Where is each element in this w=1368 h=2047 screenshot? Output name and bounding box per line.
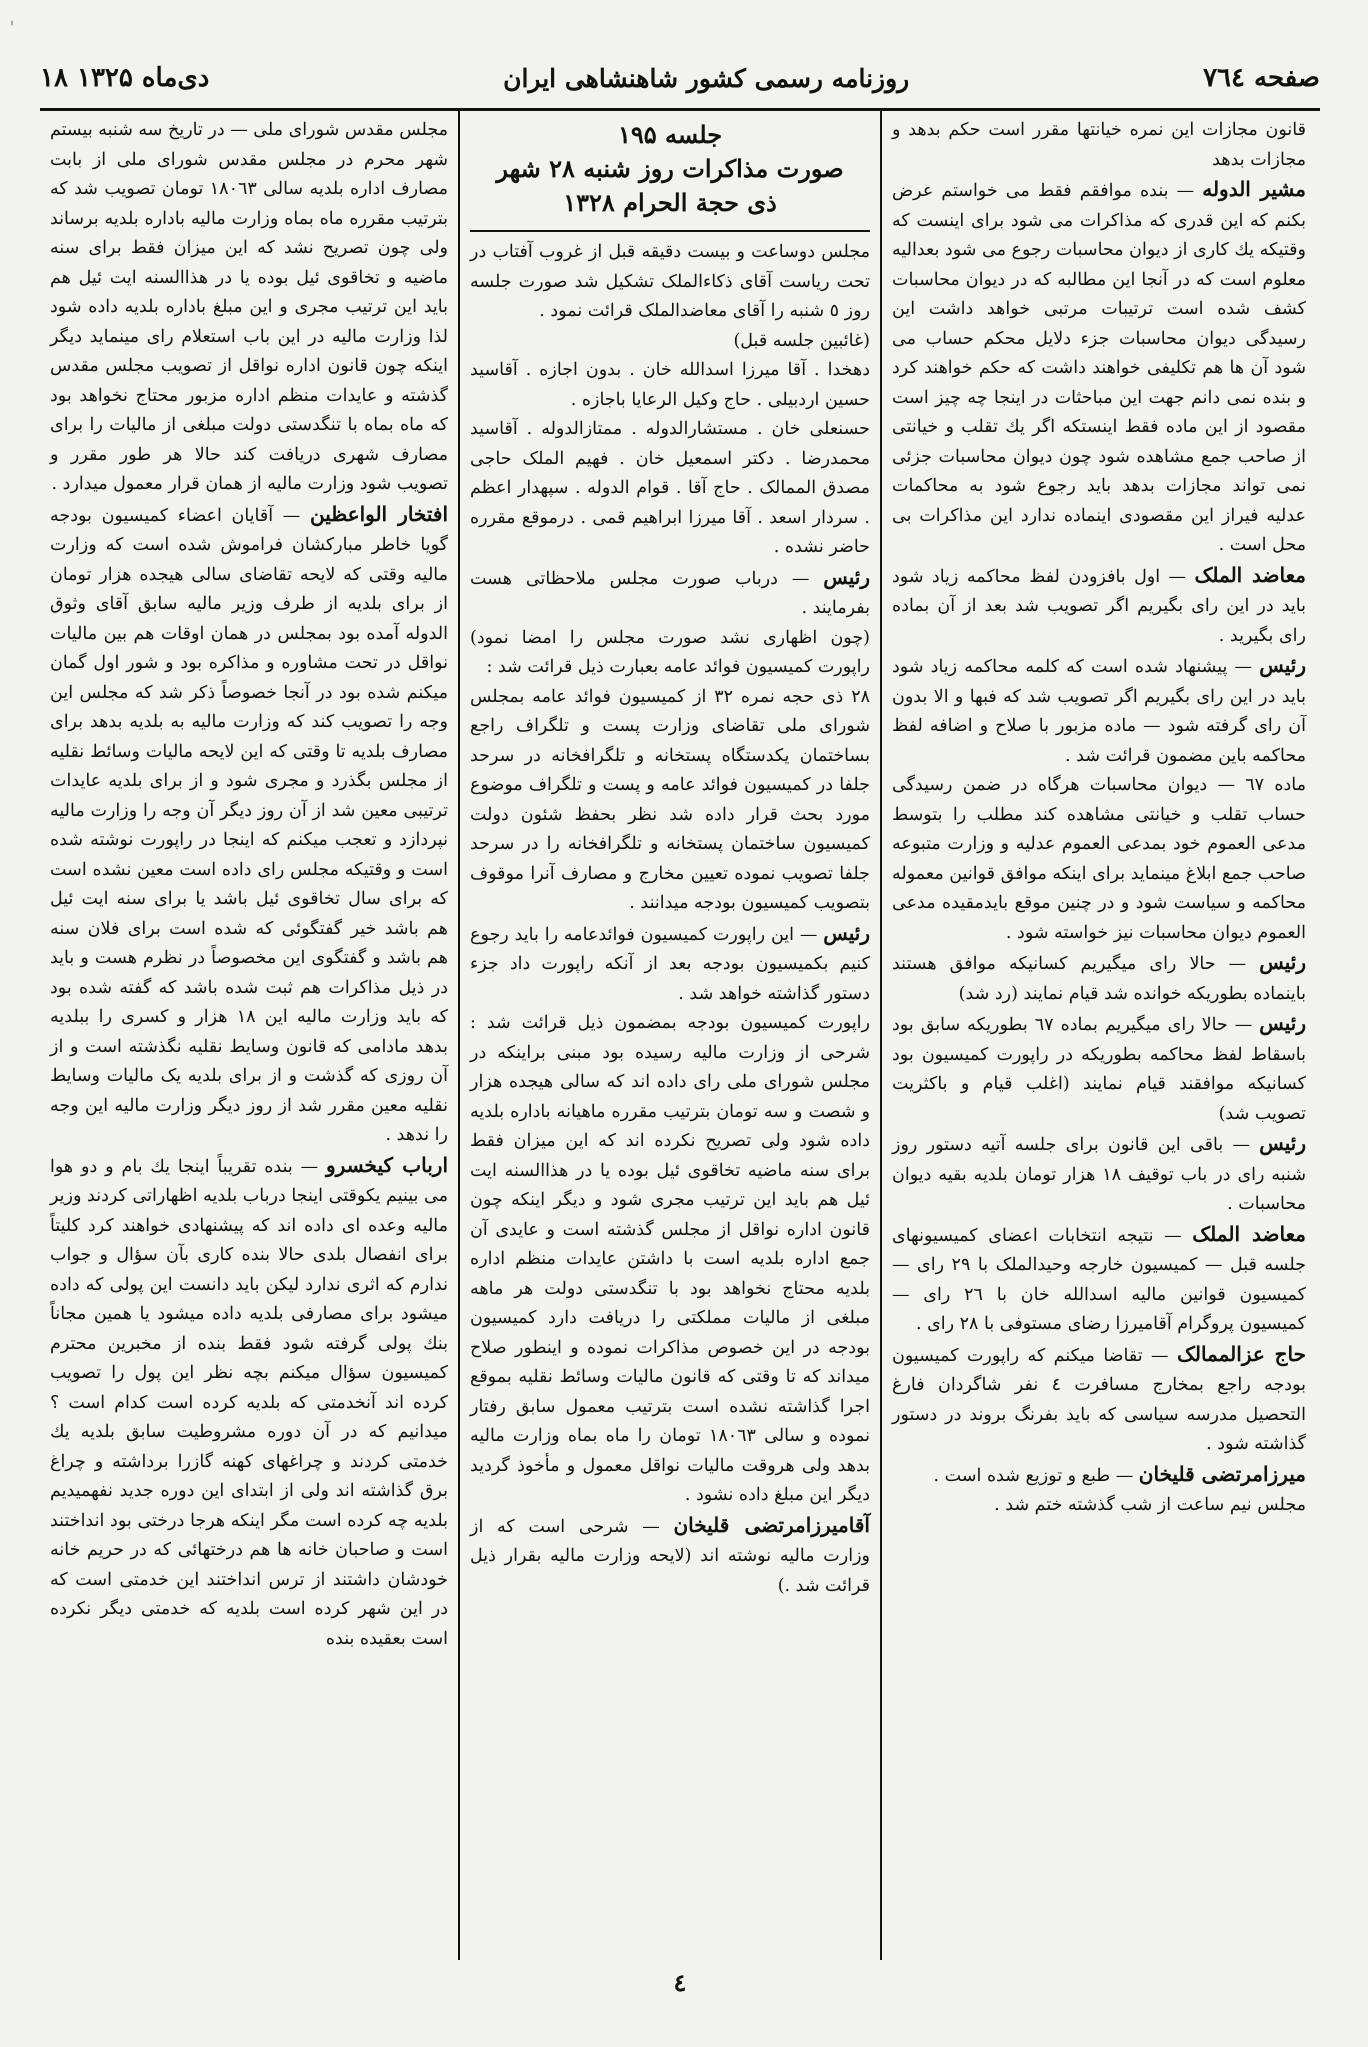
- session-heading-line: ذی حجة الحرام ۱۳۲۸: [563, 188, 777, 217]
- paragraph-text: مجلس دوساعت و بیست دقیقه قبل از غروب آفتاب در تحت ریاست آقای ذکاءالملک تشکیل شد صورت جلسه روز ٥ شنبه را آقای معاضدالملک قرائت نمود .: [470, 242, 870, 321]
- paragraph-text: (غائبین جلسه قبل): [733, 330, 870, 351]
- footer-page-number: ٤: [673, 1968, 687, 1997]
- speaker-name: میرزامرتضی قلیخان: [1138, 1461, 1306, 1486]
- speaker-name: رئیس: [1259, 950, 1306, 974]
- session-heading-line: جلسه ۱۹۵: [617, 120, 723, 149]
- paragraph-text: — شرحی است که از وزارت مالیه نوشته اند (لایحه وزارت مالیه بقرار ذیل قرائت شد .): [470, 1516, 870, 1596]
- speaker-name: رئیس: [823, 564, 870, 589]
- header-date: ۱۸ دی‌ماه ۱۳۲۵: [40, 63, 210, 93]
- session-heading: [470, 118, 870, 220]
- paragraph-text: ۲۸ ذی حجه نمره ۳۲ از کمیسیون فوائد عامه بمجلس شورای ملی تقاضای وزارت پست و تلگراف راجع بساختمان یکدستگاه پستخانه و تلگرافخانه در سرحد جلفا در کمیسیون فوائد عامه و پست و تلگراف موضوع مورد بحث قرار داده شد نظر بحفظ شئون دولت کمیسیون ساختمان پستخانه و تلگرافخانه را در سرحد جلفا تصویب نموده تعیین مخارج و مصارف آنرا موقوف بتصویب کمیسیون بودجه میدانند .: [470, 686, 870, 913]
- left-column: [40, 110, 460, 1960]
- right-column: [882, 110, 1316, 1960]
- paragraph: [470, 1009, 870, 1511]
- paragraph-text: دهخدا . آقا میرزا اسدالله خان . بدون اجازه . آقاسید حسین اردبیلی . حاج وکیل الرعایا باجازه .: [470, 360, 870, 410]
- paragraph-text: — آقایان اعضاء کمیسیون بودجه گویا خاطر مبارکشان فراموش شده است که وزارت مالیه وقتی که لایحه تقاضای سالی هیجده هزار تومان از برای بلدیه از طرف وزیر مالیه سابق آقای وثوق الدوله آمده بود بمجلس در همان اوقات هم بین مالیات نواقل در تحت مشاوره و مذاکره بود و شور اول گمان میکنم شده بود در آنجا خصوصاً ذکر شد که مجلس این وجه را تصویب کند که وزارت مالیه به بلدیه بدهد برای مصارف بلدیه تا وقتی که این لایحه مالیات وسائط نقلیه از مجلس بگذرد و مجری شود و از برای بلدیه عایدات ترتیبی معین شد از آن روز دیگر آن وجه را وزارت مالیه نپردازد و تعجب میکنم که اینجا در راپورت نوشته شده است و وقتیکه مجلس رای داده است معین نشده است که برای سال تخاقوی ئیل باشد یا برای سنه ایت ئیل هم باشد خیر گفتگوئی که شده است برای فلان سنه هم باشد و گفتگوی این مخصوصاً در نظرم هست و باید در ذیل مذاکرات هم ثبت شده باشد که گفته شده بود که باید وزارت مالیه این ۱۸ هزار و کسری را ببلدیه بدهد مادامی که قانون وسایط نقلیه نگذشته است و از آن روزی که گذشت و از برای بلدیه یک مالیات وسایط نقلیه معین مقرر شد از روز دیگر وزارت مالیه این وجه را ندهد .: [50, 505, 448, 1145]
- paragraph: [50, 1151, 448, 1655]
- paragraph: [892, 1129, 1306, 1220]
- paragraph-text: — تقاضا میکنم که راپورت کمیسیون بودجه راجع بمخارج مسافرت ٤ نفر شاگردان فارغ التحصیل مدرسه سیاسی که باید بفرنگ بروند در دستور گذاشته شود .: [892, 1345, 1306, 1454]
- speaker-name: رئیس: [1259, 1131, 1306, 1155]
- middle-column: [460, 110, 882, 1960]
- speaker-name: مشیر الدوله: [1202, 177, 1306, 201]
- paragraph: [892, 1340, 1306, 1460]
- paragraph: [892, 651, 1306, 771]
- columns-container: [40, 110, 1320, 1960]
- paragraph: [470, 1511, 870, 1602]
- paragraph: [50, 116, 448, 500]
- session-heading-line: صورت مذاکرات روز شنبه ۲۸ شهر: [496, 154, 844, 183]
- speaker-name: حاج عزالممالک: [1176, 1341, 1306, 1366]
- paragraph: [892, 116, 1306, 175]
- paragraph-text: — این راپورت کمیسیون فوائدعامه را باید رجوع کنیم بکمیسیون بودجه بعد از آنکه راپورت داد جزء دستور گذاشته خواهد شد .: [470, 924, 870, 1004]
- paragraph: [892, 771, 1306, 948]
- paragraph-text: ماده ٦۷ — دیوان محاسبات هرگاه در ضمن رسیدگی حساب تقلب و خیانتی مشاهده کند مطلب را بتوسط مدعی العموم خود بمدعی العموم عدلیه و وزارت متبوعه صاحب جمع ابلاغ مینماید برای اینکه موافق قوانین معموله محاکمه و سیاست شود و در چنین موقع بایدمقیده مدعی العموم دیوان محاسبات نیز خواسته شود .: [892, 775, 1306, 943]
- paragraph-text: مجلس نیم ساعت از شب گذشته ختم شد .: [994, 1495, 1306, 1515]
- heading-rule: [470, 230, 870, 232]
- paragraph-text: — پیشنهاد شده است که کلمه محاکمه زیاد شود باید در این رای بگیریم اگر تصویب شد که فبها و الا بدون آن رای گرفته شود — ماده مزبور با صلاح و اضافه لفظ محاکمه باین مضمون قرائت شد .: [892, 657, 1306, 766]
- paragraph: [50, 500, 448, 1151]
- paragraph: [892, 1491, 1306, 1521]
- middle-column-body: [470, 238, 870, 1601]
- speaker-name: ارباب کیخسرو: [326, 1152, 448, 1177]
- paragraph-text: — حالا رای میگیریم بماده ٦۷ بطوریکه سابق بود باسقاط لفظ محاکمه بطوریکه در راپورت کمیسیون بود کسانیکه موافقند قیام نمایند (اغلب قیام و باکثریت تصویب شد): [892, 1015, 1306, 1124]
- paragraph: [892, 175, 1306, 561]
- paragraph-text: مجلس مقدس شورای ملی — در تاریخ سه شنبه بیستم شهر محرم در مجلس مقدس شورای ملی از بابت مصارف اداره بلدیه سالی ۱۸۰٦۳ تومان تصویب شد که بترتیب مقرره ماه بماه وزارت مالیه باداره بلدیه برساند ولی چون تصریح نشد که این میزان فقط برای سنه ماضیه و تخاقوی ئیل بوده یا در هذاالسنه ایت ئیل هم باید این ترتیب مجری و این مبلغ باداره بلدیه داده شود لذا وزارت مالیه در این باب استعلام رای مینماید دیگر اینکه چون قانون اداره نواقل از تصویب مجلس مقدس گذشته و عایدات منظم اداره مزبور محتاج نخواهد بود که ماه بماه با تنگدستی دولت مبلغی از مالیات را برای مصارف شهری دریافت کند حالا هر طور مقرر و تصویب شود وزارت مالیه از همان قرار معمول میدارد .: [50, 120, 448, 494]
- speaker-name: افتخار الواعظین: [309, 501, 448, 526]
- page-footer: [40, 1968, 1320, 2008]
- paragraph: [470, 563, 870, 624]
- paragraph-text: (چون اظهاری نشد صورت مجلس را امضا نمود) راپورت کمیسیون فوائد عامه بعبارت ذیل قرائت شد :: [470, 627, 870, 677]
- paragraph-text: — حالا رای میگیریم کسانیکه موافق هستند باینماده بطوریکه خوانده شد قیام نمایند (رد شد): [892, 954, 1306, 1004]
- paragraph: [470, 919, 870, 1010]
- speaker-name: رئیس: [1259, 1011, 1306, 1035]
- paragraph-text: — اول بافزودن لفظ محاکمه زیاد شود باید در این رای بگیریم اگر تصویب شد بعد از آن بماده رای بگیرید .: [892, 566, 1306, 646]
- paragraph-text: — بنده موافقم فقط می خواستم عرض بکنم که این قدری که مذاکرات می شود برای اینست که وقتیکه یك کاری از دیوان محاسبات رجوع می شود بعدالیه معلوم است که در آنجا این مطالبه که در دیوان محاسبات کشف شده است ترتیبات مرتبی خواهد داشت این رسیدگی دیوان محاسبات جزء دلایل محکم حساب می شود آن ها هم تکلیفی خواهند داشت که حکم خواهند کرد و بنده نمی دانم جهت این مباحثات در اینجا چه چیز است مقصود از این ماده فقط اینستکه اگر یك تقلب و خیانتی از صاحب جمع مشاهده شود چون دیوان محاسبات جزئی نمی تواند مجازات بدهد باید رجوع شود به محاکمات عدلیه فیراز این مقصودی اینماده ندارد این مذاکرات بی محل است .: [892, 181, 1306, 555]
- paragraph: [892, 1460, 1306, 1492]
- header-title: روزنامه رسمی کشور شاهنشاهی ایران: [503, 63, 910, 93]
- paragraph: [470, 327, 870, 357]
- speaker-name: معاضد الملک: [1194, 562, 1306, 587]
- paragraph-text: — درباب صورت مجلس ملاحظاتی هست بفرمایند .: [470, 568, 870, 618]
- paragraph-text: راپورت کمیسیون بودجه بمضمون ذیل قرائت شد : شرحی از وزارت مالیه رسیده بود مبنی براینکه در مجلس شورای ملی رای داده اند که سالی هیجده هزار و شصت و سه تومان بترتیب مقرره ماهیانه باداره بلدیه داده شود ولی تصریح نکرده اند که این میزان فقط برای سنه ماضیه تخاقوی ئیل بوده یا در هذاالسنه ایت ئیل هم باید این ترتیب مجری شود و دیگر اینکه چون قانون اداره نواقل از مجلس گذشته است و عایدی آن جمع اداره بلدیه است با داشتن عایدات منظم اداره بلدیه محتاج نخواهد بود با تنگدستی دولت هر ماهه مبلغی از مالیات مملکتی را دریافت دارد کمیسیون بودجه در این خصوص مذاکرات نموده و اینطور صلاح میداند که تا وقتی که قانون مالیات وسائط نقلیه بموقع اجرا گذاشته نشده است بترتیب معمول سابق رفتار نموده و سالی ۱۸۰٦۳ تومان را ماه بماه وزارت مالیه بدهد ولی هروقت مالیات نواقل معمول و مأخوذ گردید دیگر این مبلغ داده نشود .: [470, 1013, 870, 1505]
- paragraph: [892, 561, 1306, 652]
- paragraph: [470, 356, 870, 415]
- speaker-name: معاضد الملک: [1192, 1221, 1306, 1246]
- paragraph-text: — بنده تقریباً اینجا یك بام و دو هوا می بینیم یکوقتی اینجا درباب بلدیه اظهاراتی کردند وزیر مالیه وعده ای داده اند که پیشنهادی خواهند کرد کلیتاً برای انفصال بلدی حالا بنده کاری بآن سؤال و جواب ندارم که اثری ندارد لیکن باید دانست این پولی که داده میشود برای مصارفی بلدیه داده میشود یا همین مجاناً بنك پولی گرفته شود فقط بنده از مخبرین محترم کمیسیون سؤال میکنم بچه نظر این پول را تصویب کرده اند آنخدمتی که بلدیه کرده است کدام است ؟ میدانیم که در آن دوره مشروطیت سابق بلدیه یك خدمتی کردند و چراغهای کهنه گازرا برداشته و چراغ برق گذاشته اند ولی از ابتدای این دوره جدید نفهمیدیم بلدیه چه کرده است مگر اینکه هرجا درختی بود انداختند است و صاحبان خانه ها هم درختهائی که در حریم خانه خودشان داشتند از ترس انداختند این خدمتی است که در این شهر کرده است بلدیه که خدمتی دیگر نکرده است بعقیده بنده: [50, 1156, 448, 1649]
- speaker-name: آقامیرزامرتضی قلیخان: [673, 1512, 870, 1537]
- paragraph-text: قانون مجازات این نمره خیانتها مقرر است حکم بدهد و مجازات بدهد: [892, 120, 1306, 170]
- paragraph: [470, 624, 870, 683]
- speaker-name: رئیس: [823, 920, 870, 945]
- speaker-name: رئیس: [1259, 653, 1306, 677]
- paragraph-text: — باقی این قانون برای جلسه آتیه دستور روز شنبه رای در باب توقیف ۱۸ هزار تومان بلدیه بقیه دیوان محاسبات .: [892, 1135, 1307, 1214]
- paragraph-text: — طبع و توزیع شده است .: [933, 1465, 1139, 1486]
- paragraph: [470, 683, 870, 919]
- page-header: [40, 48, 1320, 111]
- paragraph: [470, 238, 870, 327]
- paragraph: [470, 415, 870, 563]
- header-page-number: صفحه ۷٦٤: [1203, 63, 1320, 93]
- paragraph: [892, 948, 1306, 1009]
- paragraph: [892, 1220, 1306, 1340]
- paragraph-text: — نتیجه انتخابات اعضای کمیسیونهای جلسه قبل — کمیسیون خارجه وحیدالملک با ۲۹ رای — کمیسیون قوانین مالیه اسدالله خان با ۲٦ رای — کمیسیون پروگرام آقامیرزا رضای مستوفی با ۲۸ رای .: [892, 1225, 1306, 1334]
- paragraph-text: حسنعلی خان . مستشارالدوله . ممتازالدوله . آقاسید محمدرضا . دکتر اسمعیل خان . فهیم الملک حاجی مصدق الممالک . حاج آقا . قوام الدوله . سپهدار اعظم . سردار اسعد . آقا میرزا ابراهیم قمی . درموقع مقرره حاضر نشده .: [470, 419, 870, 557]
- paragraph: [892, 1009, 1306, 1129]
